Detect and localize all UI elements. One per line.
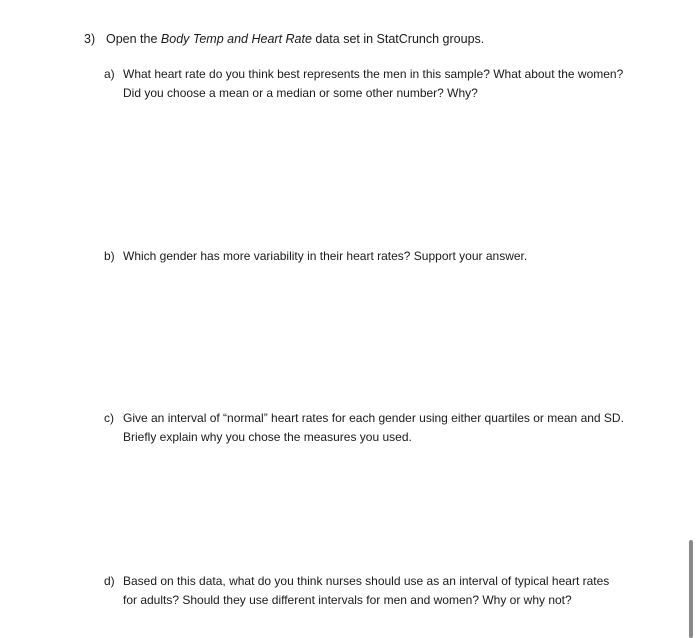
part-letter: a): [104, 67, 115, 81]
part-letter: c): [104, 411, 114, 425]
part-text: Give an interval of “normal” heart rates for each gender using either quartiles or mean and SD. Briefly explain why you chose the measures you used.: [123, 411, 624, 444]
question-text-end: data set in StatCrunch groups.: [311, 32, 485, 46]
question-number: 3): [84, 32, 96, 46]
dataset-name: Body Temp and Heart Rate: [160, 32, 312, 46]
question-part-b: [104, 247, 624, 266]
question-heading: [84, 31, 484, 48]
question-part-a: [104, 65, 624, 103]
question-text-start: Open the: [106, 32, 161, 46]
part-letter: b): [104, 249, 115, 263]
part-text: What heart rate do you think best represents the men in this sample? What about the women? Did you choose a mean or a median or some other number? Why?: [123, 67, 624, 100]
question-part-c: [104, 409, 624, 447]
question-part-d: [104, 572, 624, 610]
part-text: Which gender has more variability in their heart rates? Support your answer.: [123, 249, 528, 263]
part-letter: d): [104, 574, 115, 588]
scrollbar-thumb[interactable]: [689, 540, 693, 638]
part-text: Based on this data, what do you think nurses should use as an interval of typical heart rates for adults? Should they use different intervals for men and women? Why or why not?: [123, 574, 610, 607]
